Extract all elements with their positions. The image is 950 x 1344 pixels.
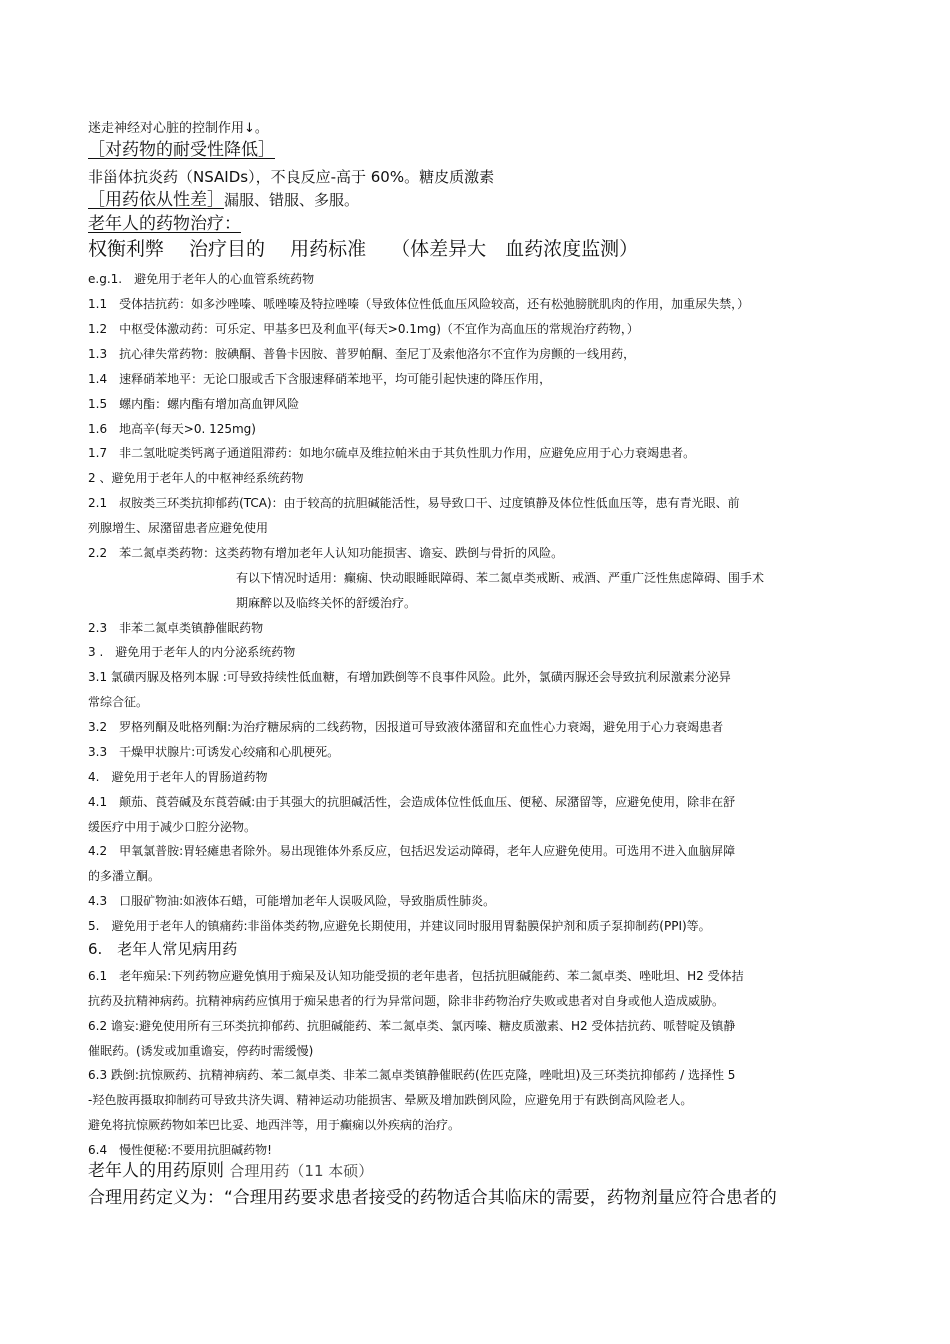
text-line: 4.3 口服矿物油:如液体石蜡，可能增加老年人误吸风险，导致脂质性肺炎。	[88, 894, 496, 908]
text-line: 1.4 速释硝苯地平：无论口服或舌下含服速释硝苯地平，均可能引起快速的降压作用，	[88, 372, 552, 386]
section-heading	[88, 1163, 373, 1180]
section-heading: 权衡利弊 治疗目的 用药标准 （体差异大 血药浓度监测）	[88, 238, 639, 260]
heading-note: 合理用药（11 本硕）	[229, 1162, 374, 1180]
text-line: 列腺增生、尿潴留患者应避免使用	[88, 521, 269, 535]
text-line: 3.2 罗格列酮及吡格列酮:为治疗糖尿病的二线药物，因报道可导致液体潴留和充血性心力衰竭，避免用于心力衰竭患者	[88, 720, 724, 734]
text-span: 漏服、错服、多服。	[224, 191, 360, 209]
text-line: 的多潘立酮。	[88, 869, 161, 883]
text-line: 2 、避免用于老年人的中枢神经系统药物	[88, 471, 304, 485]
text-line: 合理用药定义为：“合理用药要求患者接受的药物适合其临床的需要，药物剂量应符合患者的	[88, 1188, 777, 1208]
text-line: 有以下情况时适用：癫痫、快动眼睡眠障碍、苯二氮卓类戒断、戒酒、严重广泛性焦虑障碍、围手术	[236, 571, 765, 585]
section-heading: 6. 老年人常见病用药	[88, 940, 238, 958]
text-line: 常综合征。	[88, 695, 149, 709]
text-line: 1.7 非二氢吡啶类钙离子通道阻滞药：如地尔硫卓及维拉帕米由于其负性肌力作用，应避免应用于心力衰竭患者。	[88, 446, 696, 460]
section-heading: ［用药依从性差］	[88, 190, 224, 210]
text-line: 6.3 跌倒:抗惊厥药、抗精神病药、苯二氮卓类、非苯二氮卓类镇静催眠药(佐匹克隆，唑吡坦)及三环类抗抑郁药 / 选择性 5	[88, 1068, 736, 1082]
text-line: 抗药及抗精神病药。抗精神病药应慎用于痴呆患者的行为异常问题，除非非药物治疗失败或患者对自身或他人造成威胁。	[88, 994, 725, 1008]
text-line: 2.1 叔胺类三环类抗抑郁药(TCA)：由于较高的抗胆碱能活性，易导致口干、过度镇静及体位性低血压等，患有青光眼、前	[88, 496, 740, 510]
text-line: 3.3 干燥甲状腺片:可诱发心绞痛和心肌梗死。	[88, 745, 340, 759]
text-line: 1.1 受体拮抗药：如多沙唑嗪、哌唑嗪及特拉唑嗪（导致体位性低血压风险较高，还有松弛膀胱肌肉的作用，加重尿失禁，）	[88, 297, 750, 311]
text-line: 3 . 避免用于老年人的内分泌系统药物	[88, 645, 296, 659]
text-line: 1.3 抗心律失常药物：胺碘酮、普鲁卡因胺、普罗帕酮、奎尼丁及索他洛尔不宜作为房颤的一线用药，	[88, 347, 636, 361]
text-line: 1.2 中枢受体激动药：可乐定、甲基多巴及利血平(每天>0.1mg)（不宜作为高血压的常规治疗药物，）	[88, 322, 639, 336]
text-line: 5. 避免用于老年人的镇痛药:非甾体类药物,应避免长期使用，并建议同时服用胃黏膜保护剂和质子泵抑制药(PPI)等。	[88, 919, 711, 933]
section-heading: 老年人的药物治疗：	[88, 214, 241, 234]
text-line: -羟色胺再摄取抑制药可导致共济失调、精神运动功能损害、晕厥及增加跌倒风险，应避免用于有跌倒高风险老人。	[88, 1093, 693, 1107]
text-line: 3.1 氯磺丙脲及格列本脲 :可导致持续性低血糖，有增加跌倒等不良事件风险。此外，氯磺丙脲还会导致抗利尿激素分泌异	[88, 670, 731, 684]
section-heading: ［对药物的耐受性降低］	[88, 140, 275, 160]
text-line: 1.6 地高辛(每天>0. 125mg)	[88, 422, 256, 436]
text-line: 迷走神经对心脏的控制作用↓。	[88, 121, 268, 136]
text-line	[88, 192, 359, 209]
text-line: 缓医疗中用于减少口腔分泌物。	[88, 820, 257, 834]
text-line: 避免将抗惊厥药物如苯巴比妥、地西泮等，用于癫痫以外疾病的治疗。	[88, 1118, 461, 1132]
text-line: 4.1 颠茄、莨菪碱及东莨菪碱:由于其强大的抗胆碱活性，会造成体位性低血压、便秘、尿潴留等，应避免使用，除非在舒	[88, 795, 736, 809]
heading-main: 老年人的用药原则	[88, 1161, 224, 1181]
text-line: 1.5 螺内酯：螺内酯有增加高血钾风险	[88, 397, 300, 411]
text-line: 6.2 谵妄:避免使用所有三环类抗抑郁药、抗胆碱能药、苯二氮卓类、氯丙嗪、糖皮质激素、H2 受体拮抗药、哌替啶及镇静	[88, 1019, 736, 1033]
text-line: 6.4 慢性便秘:不要用抗胆碱药物!	[88, 1143, 272, 1157]
text-line: 期麻醉以及临终关怀的舒缓治疗。	[236, 596, 417, 610]
text-line: 6.1 老年痴呆:下列药物应避免慎用于痴呆及认知功能受损的老年患者，包括抗胆碱能药、苯二氮卓类、唑吡坦、H2 受体拮	[88, 969, 744, 983]
text-line: 4. 避免用于老年人的胃肠道药物	[88, 770, 268, 784]
text-line: e.g.1. 避免用于老年人的心血管系统药物	[88, 272, 315, 286]
text-line: 非甾体抗炎药（NSAIDs），不良反应-高于 60%。糖皮质激素	[88, 168, 495, 186]
text-line: 2.3 非苯二氮卓类镇静催眠药物	[88, 621, 264, 635]
text-line: 4.2 甲氧氯普胺:胃轻瘫患者除外。易出现锥体外系反应，包括迟发运动障碍，老年人应避免使用。可选用不进入血脑屏障	[88, 844, 736, 858]
text-line: 催眠药。(诱发或加重谵妄，停药时需缓慢)	[88, 1044, 314, 1058]
text-line: 2.2 苯二氮卓类药物：这类药物有增加老年人认知功能损害、谵妄、跌倒与骨折的风险。	[88, 546, 564, 560]
